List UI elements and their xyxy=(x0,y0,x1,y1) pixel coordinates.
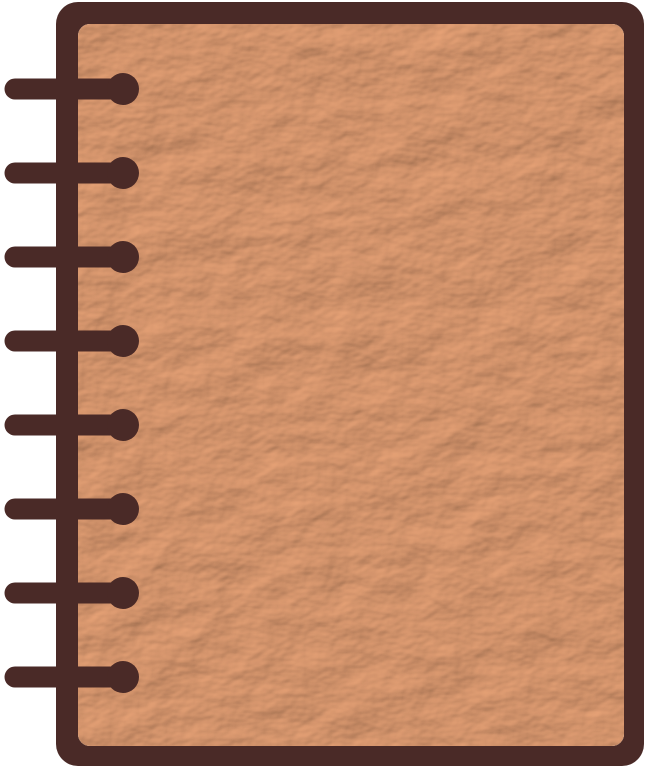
binder-ring-end xyxy=(107,157,139,189)
binder-ring-end xyxy=(107,661,139,693)
binder-ring-end xyxy=(107,325,139,357)
binder-ring-end xyxy=(107,409,139,441)
crumpled-paper-texture xyxy=(78,24,624,746)
binder-ring-end xyxy=(107,493,139,525)
binder-ring-end xyxy=(107,241,139,273)
binder-ring-end xyxy=(107,73,139,105)
binder-ring-end xyxy=(107,577,139,609)
